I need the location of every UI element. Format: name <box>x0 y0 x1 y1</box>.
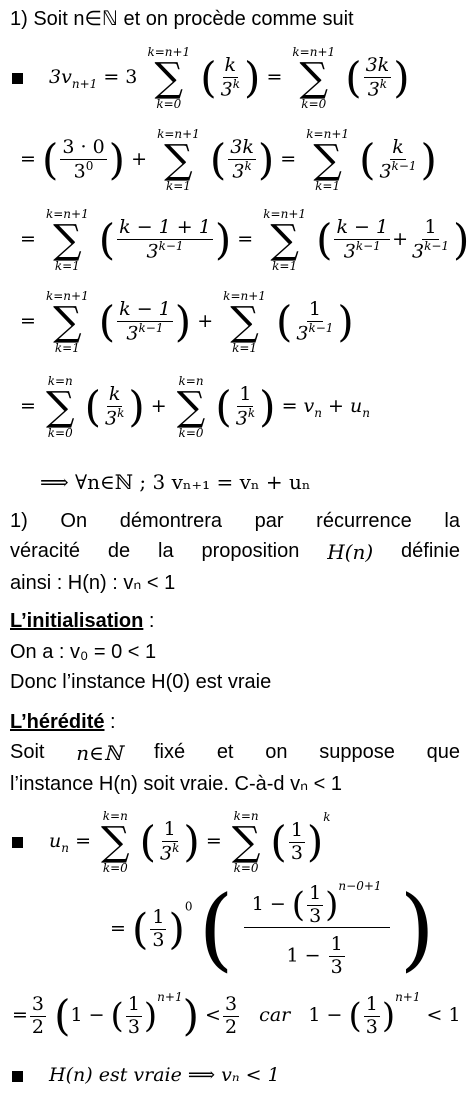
hered-line-2: l’instance H(n) soit vraie. C-à-d vₙ < 1 <box>10 773 342 795</box>
paragraph-line-2: véracité de la proposition H(n) définie <box>10 540 460 564</box>
equation-line-5: = k=n ∑ k=0 ( $\frac{k}{3^k}$ ) + k=n ∑ k=0 ( $\frac{1}{3^k}$ ) = $v_n + u_n$ <box>20 374 370 440</box>
paragraph-line-3: ainsi : H(n) : vₙ < 1 <box>10 572 176 594</box>
bullet-icon <box>12 73 23 84</box>
paragraph-line-1: 1) On démontrera par récurrence la <box>10 510 460 532</box>
derivation-conclusion: ⟹ ∀n∈ℕ ; 3 vₙ₊₁ = vₙ + uₙ <box>40 470 311 494</box>
equation-bound: = $\frac{3}{2}$ (1 − ( $\frac{1}{3}$ )$^{n+1}$) < $\frac{3}{2}$ car 1 − ( $\frac{1}{3}$ )$^{n+1}$ < 1 <box>12 990 461 1040</box>
hered-line-1: Soit n∈ℕ fixé et on suppose que <box>10 741 460 765</box>
equation-geometric: = ( $\frac{1}{3}$ )$^0$ ( 1 − ( $\frac{1}{3}$ )$^{n-0+1}$ 1 − $\frac{1}{3}$ ) <box>110 876 435 982</box>
init-heading: L’initialisation <box>10 610 144 632</box>
equation-line-4: = k=n+1 ∑ k=1 ( $\frac{k - 1}{3^{k-1}}$ ) + k=n+1 ∑ k=1 ( $\frac{1}{3^{k-1}}$ ) <box>20 289 354 355</box>
hered-heading-line: L’hérédité : <box>10 711 116 733</box>
equation-un: $u_n$ = k=n ∑ k=0 ( $\frac{1}{3^k}$ ) = k=n ∑ k=0 ( $\frac{1}{3}$ )$^k$ <box>12 810 331 874</box>
hered-heading: L’hérédité <box>10 711 105 733</box>
init-line-1: On a : v₀ = 0 < 1 <box>10 641 157 663</box>
equation-line-1: $3v_{n+1} = 3$ k=n+1 ∑ k=0 ( $\frac{k}{3^k}$ ) = k=n+1 ∑ k=0 ( $\frac{3k}{3^k}$ ) <box>12 46 410 110</box>
equation-line-3: = k=n+1 ∑ k=1 ( $\frac{k - 1 + 1}{3^{k-1}}$ ) = k=n+1 ∑ k=1 ( $\frac{k - 1}{3^{k-1}}$ + $\frac{1}{3^{k-1}}$ ) <box>20 207 470 273</box>
equation-line-2: = ( $\frac{3 \cdot 0}{3^0}$ ) + k=n+1 ∑ k=1 ( $\frac{3k}{3^k}$ ) = k=n+1 ∑ k=1 ( $\frac{k}{3^{k-1}}$ ) <box>20 127 437 193</box>
bullet-icon <box>12 1071 23 1082</box>
intro-line: 1) Soit n∈ℕ et on procède comme suit <box>10 8 354 30</box>
init-heading-line: L’initialisation : <box>10 610 155 632</box>
final-line: H(n) est vraie ⟹ vₙ < 1 <box>12 1064 280 1086</box>
init-line-2: Donc l’instance H(0) est vraie <box>10 671 272 693</box>
bullet-icon <box>12 837 23 848</box>
